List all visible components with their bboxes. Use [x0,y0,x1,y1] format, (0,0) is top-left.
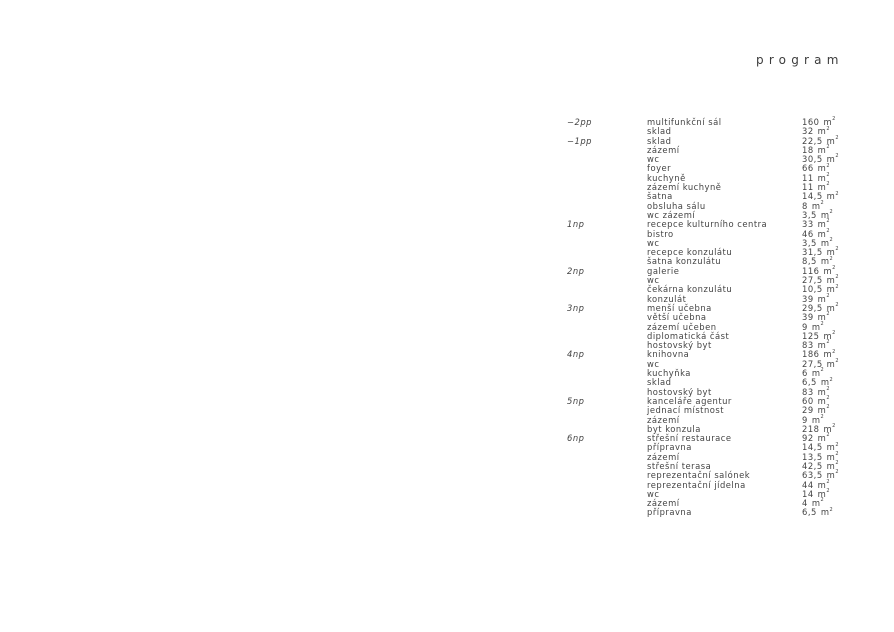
area-unit-exponent: 2 [826,478,831,485]
area-unit: m [823,265,833,276]
area-unit: m [817,405,827,416]
area-unit-exponent: 2 [820,199,825,206]
area-unit-exponent: 2 [835,302,840,309]
area-unit-exponent: 2 [826,395,831,402]
room-name: sklad [647,377,672,388]
area-value: 29 [802,405,814,416]
area-unit: m [826,191,836,202]
area-unit: m [826,442,836,453]
area-value: 13,5 [802,451,823,462]
area-unit-exponent: 2 [826,432,831,439]
area-value: 39 [802,293,814,304]
area-unit: m [826,247,836,258]
area-unit-exponent: 2 [826,404,831,411]
area-value: 10,5 [802,284,823,295]
area-unit: m [823,349,833,360]
area-value: 6,5 [802,507,817,518]
room-name: recepce konzulátu [647,247,733,258]
area-unit: m [817,126,827,137]
room-name: větší učebna [647,312,707,323]
area-unit-exponent: 2 [826,488,831,495]
area-value: 83 [802,386,814,397]
area-unit-exponent: 2 [826,144,831,151]
area-unit-exponent: 2 [835,357,840,364]
area-unit-exponent: 2 [835,283,840,290]
area-unit-exponent: 2 [829,376,834,383]
program-row [567,508,857,517]
area-value: 92 [802,433,814,444]
area-unit-exponent: 2 [829,506,834,513]
area-unit: m [823,423,833,434]
area-unit-exponent: 2 [835,190,840,197]
area-value: 116 [802,265,820,276]
area-unit: m [817,228,827,239]
area-unit-exponent: 2 [835,441,840,448]
area-value: 160 [802,117,820,127]
room-name: zázemí [647,498,680,509]
program-table [567,118,857,518]
area-unit-exponent: 2 [835,469,840,476]
area-unit: m [817,219,827,230]
room-name: konzulát [647,293,687,304]
room-name: přípravna [647,442,692,453]
area-unit: m [826,470,836,481]
room-name: wc [647,237,660,248]
area-unit-exponent: 2 [826,227,831,234]
area-value: 22,5 [802,135,823,146]
area-value: 33 [802,219,814,230]
area-value: 30,5 [802,154,823,165]
area-unit: m [817,172,827,183]
area-value: 218 [802,423,820,434]
room-name: kanceláře agentur [647,395,732,406]
floor-label: 2np [567,265,585,276]
room-name: hostovský byt [647,340,712,351]
area-value: 63,5 [802,470,823,481]
area-unit-exponent: 2 [832,348,836,355]
area-unit-exponent: 2 [835,246,840,253]
area-unit-exponent: 2 [826,311,831,318]
room-name: kuchyňka [647,368,691,379]
area-unit: m [826,284,836,295]
area-value: 14 [802,488,814,499]
room-name: zázemí učeben [647,321,717,332]
area-value: 11 [802,182,814,193]
room-name: byt konzula [647,423,701,434]
area-unit: m [817,386,827,397]
area-unit-exponent: 2 [826,339,831,346]
floor-label: −1pp [567,135,592,146]
room-name: obsluha sálu [647,200,706,211]
area-unit-exponent: 2 [826,162,831,169]
area-unit-exponent: 2 [829,209,834,216]
room-name: kuchyně [647,172,686,183]
area-value: 3,5 [802,237,817,248]
area-unit: m [826,451,836,462]
room-name: jednací místnost [647,405,725,416]
area-value: 18 [802,144,814,155]
area-value: 8,5 [802,256,817,267]
area-unit-exponent: 2 [832,264,836,271]
area-value: 14,5 [802,191,823,202]
page-title: program [756,53,844,67]
area-unit-exponent: 2 [829,237,834,244]
area-unit-exponent: 2 [826,218,831,225]
room-name: zázemí kuchyně [647,182,722,193]
room-name: sklad [647,126,672,137]
room-name: multifunkční sál [647,117,722,127]
room-name: bistro [647,228,674,239]
area-unit-exponent: 2 [832,116,836,123]
room-name: střešní restaurace [647,433,732,444]
room-name: šatna [647,191,673,202]
area-value: 60 [802,395,814,406]
room-name: reprezentační jídelna [647,479,746,490]
area-unit: m [820,507,830,518]
area-unit: m [820,256,830,267]
area-unit: m [820,209,830,220]
area-unit: m [811,414,821,425]
floor-label: 4np [567,349,585,360]
area-unit: m [826,460,836,471]
area-value: 83 [802,340,814,351]
area-unit-exponent: 2 [826,171,831,178]
area-value: 8 [802,200,808,211]
area-unit: m [826,154,836,165]
area-value: 125 [802,330,820,341]
room-name: zázemí [647,414,680,425]
area-unit-exponent: 2 [832,423,836,429]
area-unit-exponent: 2 [832,330,836,337]
floor-label: 3np [567,302,585,313]
floor-label: 6np [567,433,585,444]
area-unit-exponent: 2 [829,255,834,262]
area-value: 32 [802,126,814,137]
area-unit: m [811,498,821,509]
area-unit-exponent: 2 [835,134,840,141]
room-name: reprezentační salónek [647,470,751,481]
area-value: 11 [802,172,814,183]
area-unit-exponent: 2 [835,153,840,160]
area-value: 9 [802,321,808,332]
room-area [802,508,833,517]
area-unit: m [817,395,827,406]
room-name: wc [647,358,660,369]
room-name: menší učebna [647,302,712,313]
room-name: sklad [647,135,672,146]
area-value: 31,5 [802,247,823,258]
area-unit: m [817,163,827,174]
area-value: 6 [802,368,808,379]
area-unit: m [820,237,830,248]
room-name: wc [647,275,660,286]
room-name: recepce kulturního centra [647,219,768,230]
area-unit-exponent: 2 [835,450,840,457]
area-value: 6,5 [802,377,817,388]
area-value: 4 [802,498,808,509]
area-value: 3,5 [802,209,817,220]
room-name: šatna konzulátu [647,256,722,267]
room-name: galerie [647,265,680,276]
room-name: foyer [647,163,672,174]
floor-label: 5np [567,395,585,406]
area-unit: m [823,330,833,341]
area-unit: m [811,200,821,211]
area-value: 27,5 [802,275,823,286]
area-unit: m [820,377,830,388]
area-unit: m [817,293,827,304]
area-unit: m [826,135,836,146]
area-unit-exponent: 2 [826,292,831,299]
area-unit: m [817,182,827,193]
area-unit-exponent: 2 [835,274,840,281]
area-value: 39 [802,312,814,323]
area-unit: m [826,358,836,369]
area-unit-exponent: 2 [820,320,825,327]
room-name: wc zázemí [647,209,696,220]
area-unit: m [811,321,821,332]
area-unit-exponent: 2 [820,497,825,504]
floor-label: 1np [567,219,585,230]
area-value: 186 [802,349,820,360]
area-unit-exponent: 2 [820,413,825,420]
area-value: 27,5 [802,358,823,369]
area-unit-exponent: 2 [826,181,831,188]
area-unit: m [817,479,827,490]
area-unit: m [811,368,821,379]
area-value: 9 [802,414,808,425]
room-name: střešní terasa [647,460,712,471]
area-unit: m [826,275,836,286]
room-name: zázemí [647,144,680,155]
area-unit: m [823,117,833,127]
area-unit-exponent: 2 [826,385,831,392]
area-value: 14,5 [802,442,823,453]
room-name: přípravna [647,507,692,518]
room-name: čekárna konzulátu [647,284,733,295]
room-name: hostovský byt [647,386,712,397]
floor-label: −2pp [567,117,592,127]
area-unit: m [817,312,827,323]
area-value: 66 [802,163,814,174]
area-unit: m [817,340,827,351]
area-unit-exponent: 2 [835,460,840,467]
area-unit: m [826,302,836,313]
room-name: zázemí [647,451,680,462]
area-value: 46 [802,228,814,239]
area-value: 42,5 [802,460,823,471]
area-value: 29,5 [802,302,823,313]
area-unit-exponent: 2 [826,125,831,132]
area-unit-exponent: 2 [820,367,825,374]
area-unit: m [817,144,827,155]
room-name: wc [647,154,660,165]
room-name: diplomatická část [647,330,730,341]
area-value: 44 [802,479,814,490]
area-unit: m [817,488,827,499]
room-name: wc [647,488,660,499]
room-name: knihovna [647,349,690,360]
area-unit: m [817,433,827,444]
